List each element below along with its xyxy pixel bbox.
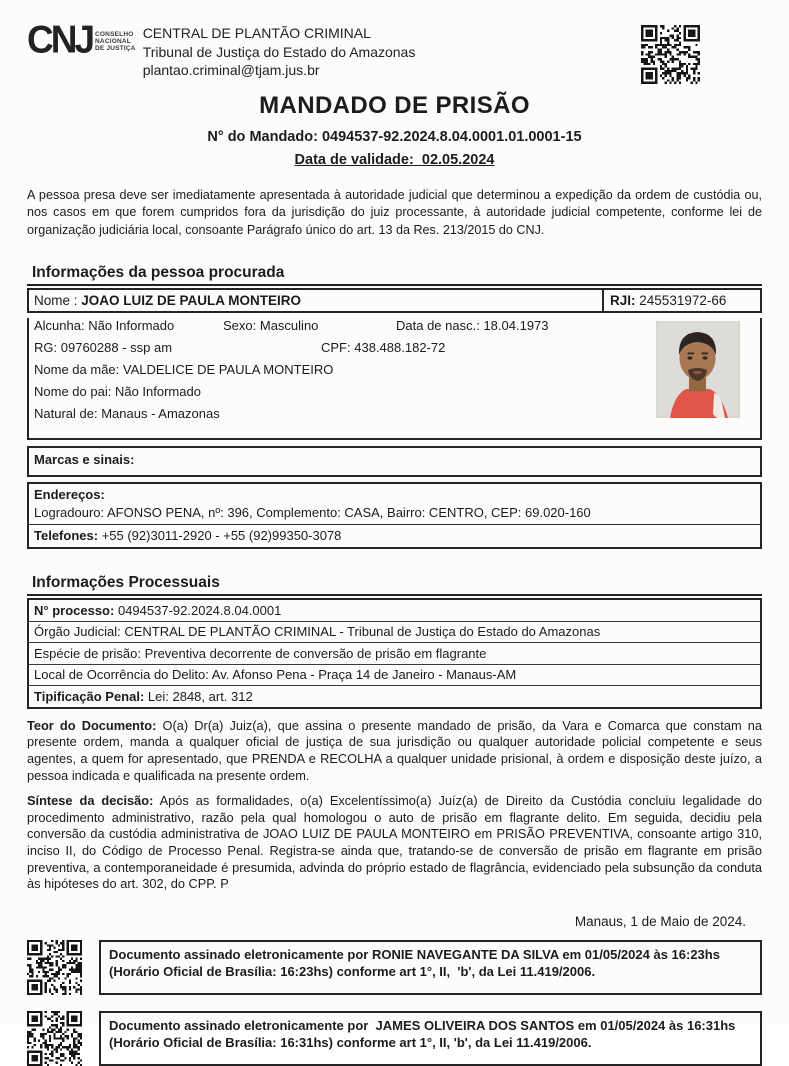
prison-type-row: Espécie de prisão: Preventiva decorrente de conversão de prisão em flagrante [29,643,760,665]
person-section-heading: Informações da pessoa procurada [27,264,762,286]
validity-date-line [27,152,762,168]
org-unit-name: CENTRAL DE PLANTÃO CRIMINAL [142,25,371,41]
signature-text-1: Documento assinado eletronicamente por RONIE NAVEGANTE DA SILVA em 01/05/2024 às 16:23hs (Horário Oficial de Brasília: 16:23hs) conforme art 1°, II, 'b', da Lei 11.419/2006. [99,940,762,995]
cnj-logo [27,17,136,62]
street-address-line: Logradouro: AFONSO PENA, nº: 396, Complemento: CASA, Bairro: CENTRO, CEP: 69.020-160 [29,503,760,525]
person-details-box [27,318,762,440]
document-content-paragraph [27,718,762,784]
process-section-heading: Informações Processuais [27,574,762,596]
penal-classification-row: Tipificação Penal: Lei: 2848, art. 312 [34,688,253,704]
decision-summary-paragraph [27,793,762,893]
process-number-row: N° processo: 0494537-92.2024.8.04.0001 [29,600,760,622]
cnj-org-line: CONSELHO [95,31,134,38]
document-title: MANDADO DE PRISÃO [259,91,530,119]
name-cell [29,290,604,311]
rji-value: 245531972-66 [639,293,727,309]
content-text: O(a) Dr(a) Juiz(a), que assina o presente mandado de prisão, da Vara e Comarca que constam na presente ordem, manda a qualquer oficial de justiça de sua jurisdição ou qualquer autoridade policial competente e seus agentes, a quem for apresentado, que PRENDA e RECOLHA a qualquer unidade prisional, à ordem e disposição deste juízo, a pessoa indicada e qualificada na presente ordem. [27,717,763,783]
city-date-line: Manaus, 1 de Maio de 2024. [574,913,746,929]
issuing-org-block [143,24,416,80]
decision-text: Após as formalidades, o(a) Excelentíssimo(a) Juíz(a) de Direito da Custódia concluiu legalidade do procedimento administrativo, razão pela qual homologou o auto de prisão em flagrante delito. Em seguida, decidiu pela conversão da custódia administrativa de JOAO LUIZ DE PAULA MONTEIRO em PRISÃO PREVENTIVA, consoante artigo 310, inciso II, do Código de Processo Penal. Registra-se ainda que, tratando-se de conversão de prisão em flagrante em prisão preventiva, a contemporaneidade é presumida, advinda do próprio estado de flagrância, evidenciado pela subsunção da conduta às hipóteses do art. 302, do CPP. P [27,793,762,892]
addresses-label: Endereços: [34,487,105,503]
phones-label: Telefones: [34,528,99,544]
court-email: plantao.criminal@tjam.jus.br [142,62,320,78]
mother-name-line: Nome da mãe: VALDELICE DE PAULA MONTEIRO [34,362,334,378]
validity-date-value: 02.05.2024 [421,151,495,168]
phones-value: +55 (92)3011-2920 - +55 (92)99350-3078 [101,528,342,544]
person-details-line1: Alcunha: Não Informado Sexo: Masculino Data de nasc.: 18.04.1973 [34,318,549,334]
name-value: JOAO LUIZ DE PAULA MONTEIRO [81,293,302,309]
addresses-box [27,482,762,549]
process-details-box [27,598,762,709]
person-details-line2: RG: 09760288 - ssp am CPF: 438.488.182-72 [34,340,446,356]
crime-location-row: Local de Ocorrência do Delito: Av. Afonso Pena - Praça 14 de Janeiro - Manaus-AM [29,665,760,687]
qr-code-signature-2 [27,1011,82,1066]
signature-text-2: Documento assinado eletronicamente por JAMES OLIVEIRA DOS SANTOS em 01/05/2024 às 16:31hs (Horário Oficial de Brasília: 16:31hs) conforme art 1°, II, 'b', da Lei 11.419/2006. [99,1011,762,1066]
warrant-number-line [27,129,762,145]
cnj-acronym: CNJ [27,17,93,62]
validity-date-label: Data de validade: [294,151,414,168]
cnj-org-line: DE JUSTIÇA [95,45,136,52]
phones-line [29,525,760,547]
rji-label: RJI: [610,293,636,309]
cnj-org-line: NACIONAL [95,38,131,45]
warrant-number-value: 0494537-92.2024.8.04.0001.01.0001-15 [321,128,582,145]
name-label: Nome : [34,293,78,309]
birthplace-line: Natural de: Manaus - Amazonas [34,406,220,422]
cnj-org-name [95,31,136,52]
marks-label: Marcas e sinais: [34,452,135,468]
qr-code-top [641,25,700,84]
rji-cell [604,290,760,311]
warrant-number-label: N° do Mandado: [207,128,318,145]
court-name: Tribunal de Justiça do Estado do Amazonas [142,43,416,60]
content-label: Teor do Documento: [27,717,157,733]
signature-block-2 [27,1011,762,1066]
mugshot-photo [656,321,740,418]
marks-box [27,446,762,477]
name-row [27,288,762,313]
father-name-line: Nome do pai: Não Informado [34,384,201,400]
signature-block-1 [27,940,762,995]
judicial-organ-row: Órgão Judicial: CENTRAL DE PLANTÃO CRIMINAL - Tribunal de Justiça do Estado do Amazonas [29,622,760,644]
decision-label: Síntese da decisão: [27,793,154,809]
intro-paragraph: A pessoa presa deve ser imediatamente apresentada à autoridade judicial que determinou a expedição da ordem de custódia ou, nos casos em que forem cumpridos fora da jurisdição do juiz processante, à autoridade judicial competente, conforme lei de organização judiciária local, consoante Parágrafo único do art. 13 da Res. 213/2015 do CNJ. [27,187,762,237]
qr-code-signature-1 [27,940,82,995]
